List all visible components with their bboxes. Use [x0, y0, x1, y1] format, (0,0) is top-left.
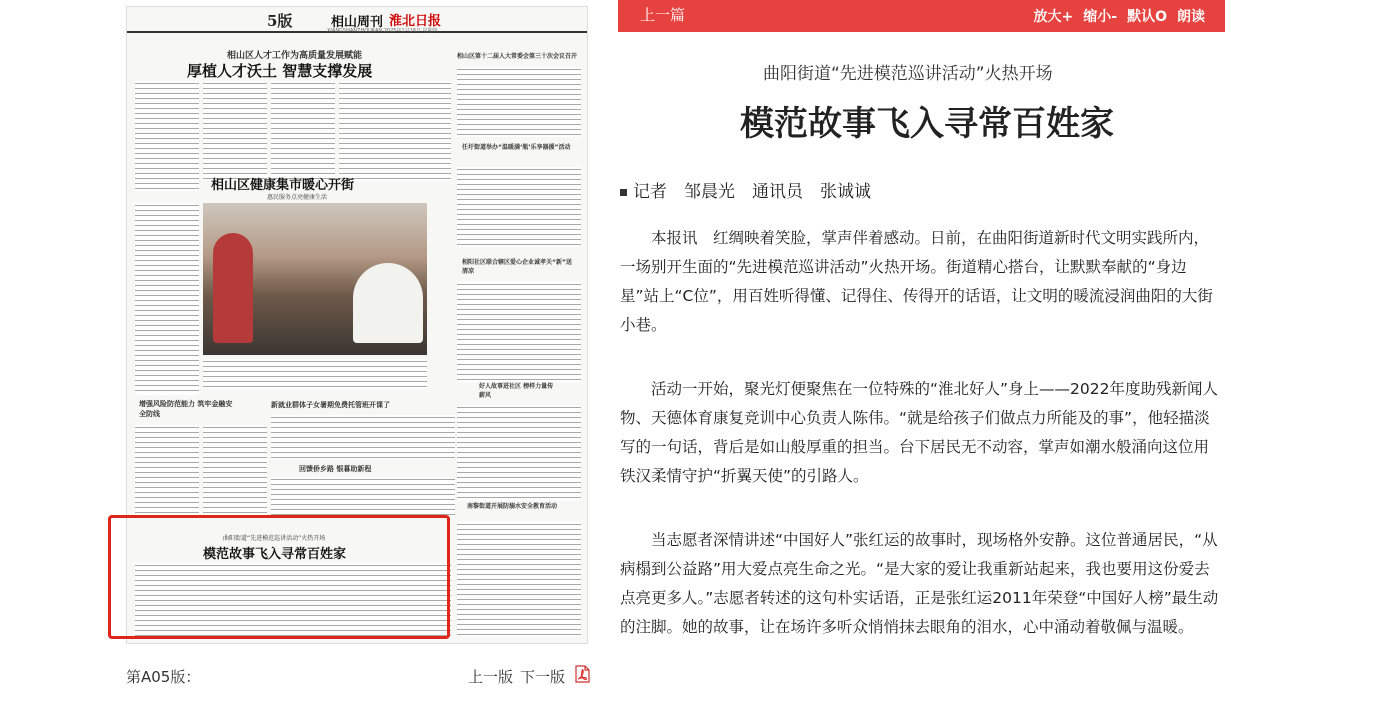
text-column [339, 81, 451, 181]
paper-headline-4[interactable]: 任圩街道举办“温暖满‘瓶’乐享器援”活动 [462, 144, 571, 151]
masthead-meta: XIANGSHANZHOUKAN 2025年1月16日 星期四 [327, 28, 438, 34]
text-column [457, 405, 581, 501]
paper-headline-13[interactable]: 模范故事飞入寻常百姓家 [203, 547, 347, 562]
paper-headline-5[interactable]: 相山区健康集市暖心开街 [211, 178, 355, 193]
default-font-button[interactable]: 默认O [1127, 9, 1167, 25]
text-column [457, 67, 581, 137]
newspaper-masthead [127, 7, 587, 33]
text-column [457, 282, 581, 382]
text-column [271, 81, 335, 181]
newspaper-logo: 淮北日报 [389, 14, 442, 29]
article-paragraph: 本报讯 红绸映着笑脸，掌声伴着感动。日前，在曲阳街道新时代文明实践所内，一场别开生面的“先进模范巡讲活动”火热开场。街道精心搭台，让默默奉献的“身边星”站上“C位”，用百姓听得懂、记得住、传得开的话语，让文明的暖流浸润曲阳的大街小巷。 [620, 229, 1213, 334]
read-aloud-button[interactable]: 朗读 [1177, 9, 1205, 25]
paper-headline-12[interactable]: 曲阳街道“先进模范巡讲活动”火热开场 [223, 535, 326, 542]
enlarge-font-button[interactable]: 放大+ [1033, 9, 1074, 25]
shrink-font-button[interactable]: 缩小- [1083, 9, 1118, 25]
article-title: 模范故事飞入寻常百姓家 [740, 104, 1114, 144]
text-column [135, 81, 199, 191]
weekly-name: 相山周刊 [331, 15, 384, 30]
version-label: 5版 [267, 12, 293, 30]
next-page-link[interactable]: 下一版 [520, 668, 566, 686]
paper-headline-7[interactable]: 好人故事进社区 榜样力量传薪风 [479, 383, 554, 399]
text-column [203, 425, 267, 515]
article-paragraph: 当志愿者深情讲述“中国好人”张红运的故事时，现场格外安静。这位普通居民，“从病榻到公益路”用大爱点亮生命之光。“是大家的爱让我重新站起来，我也要用这份爱去点亮更多人。”志愿者转述的这句朴实话语，正是张红运2011年荣登“中国好人榜”最生动的注脚。她的故事，让在场许多听众悄悄抹去眼角的泪水，心中涌动着敬佩与温暖。 [620, 531, 1219, 636]
prev-page-link[interactable]: 上一版 [468, 668, 514, 686]
paper-headline-9[interactable]: 新就业群体子女暑期免费托管班开课了 [271, 401, 390, 409]
text-column [203, 81, 267, 181]
paper-headline-1[interactable]: 相山区人才工作为高质量发展赋能 [227, 51, 363, 61]
selected-article-highlight[interactable] [108, 515, 450, 639]
text-column [457, 167, 581, 247]
article-toolbar [618, 0, 1225, 32]
article-paragraph: 活动一开始，聚光灯便聚焦在一位特殊的“淮北好人”身上——2022年度助残新闻人物、天德体育康复竞训中心负责人陈伟。“就是给孩子们做点力所能及的事”，他轻描淡写的一句话，背后是如山般厚重的担当。台下居民无不动容，掌声如潮水般涌向这位用铁汉柔情守护“折翼天使”的引路人。 [620, 380, 1219, 485]
news-photo[interactable] [203, 203, 427, 355]
text-column [271, 477, 455, 517]
paper-subheadline-5: 惠民服务点亮健康生活 [267, 194, 328, 201]
byline-text: 记者 邹晨光 通讯员 张诚诚 [633, 182, 871, 202]
pdf-icon[interactable] [574, 665, 590, 683]
paper-headline-6[interactable]: 相阳社区联合辖区爱心企业诚孝关“新”送清凉 [462, 259, 572, 275]
paper-headline-10[interactable]: 回馈侨乡路 银暮助新程 [299, 465, 372, 473]
article-byline [620, 177, 871, 202]
text-column [271, 415, 455, 459]
page-label: 第A05版： [126, 668, 201, 686]
text-column [457, 522, 581, 637]
paper-headline-11[interactable]: 南黎街道开展防溺水安全教育活动 [467, 503, 558, 510]
bullet-square-icon [620, 189, 627, 196]
paper-headline-2[interactable]: 厚植人才沃土 智慧支撑发展 [187, 62, 373, 80]
paper-headline-8[interactable]: 增强风险防范能力 筑牢金融安全防线 [139, 400, 233, 418]
text-column [135, 425, 199, 515]
text-column [135, 203, 199, 395]
article-intro-title: 曲阳街道“先进模范巡讲活动”火热开场 [763, 64, 1053, 84]
paper-headline-3[interactable]: 相山区第十二届人大常委会第三十次会议召开 [457, 53, 578, 60]
text-column [203, 359, 427, 389]
prev-article-link[interactable]: 上一篇 [640, 6, 686, 24]
